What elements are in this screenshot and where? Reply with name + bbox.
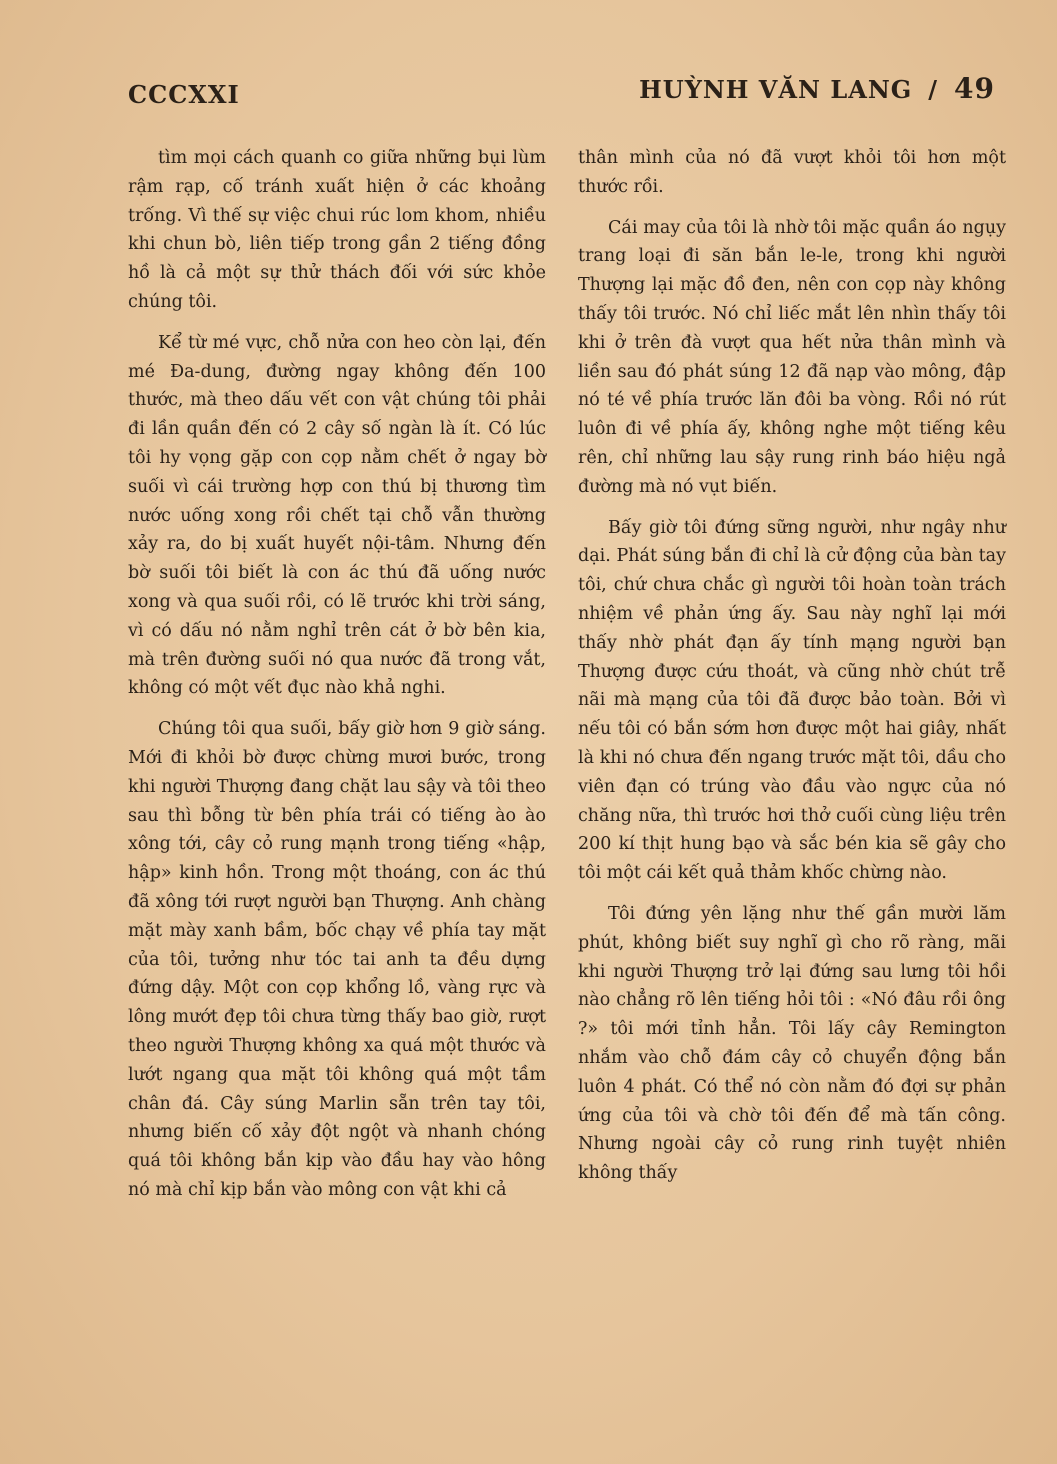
paragraph: Kể từ mé vực, chỗ nửa con heo còn lại, đến mé Đa-dung, đường ngay không đến 100 thước, mà theo dấu vết con vật chúng tôi phải đi lần quần đến có 2 cây số ngàn là ít. Có lúc tôi hy vọng gặp con cọp nằm chết ở ngay bờ suối vì cái trường hợp con thú bị thương tìm nước uống xong rồi chết tại chỗ vẫn thường xảy ra, do bị xuất huyết nội-tâm. Nhưng đến bờ suối tôi biết là con ác thú đã uống nước xong và qua suối rồi, có lẽ trước khi trời sáng, vì có dấu nó nằm nghỉ trên cát ở bờ bên kia, mà trên đường suối nó qua nước đã trong vắt, không có một vết đục nào khả nghi. <box>128 332 546 699</box>
paragraph: Tôi đứng yên lặng như thế gần mười lăm phút, không biết suy nghĩ gì cho rõ ràng, mãi khi người Thượng trở lại đứng sau lưng tôi hồi nào chẳng rõ lên tiếng hỏi tôi : «Nó đâu rồi ông ?» tôi mới tỉnh hẳn. Tôi lấy cây Remington nhắm vào chỗ đám cây cỏ chuyển động bắn luôn 4 phát. Có thể nó còn nằm đó đợi sự phản ứng của tôi và chờ tôi đến để mà tấn công. Nhưng ngoài cây cỏ rung rinh tuyệt nhiên không thấy <box>578 903 1006 1184</box>
header-separator: / <box>928 75 939 104</box>
paragraph: Cái may của tôi là nhờ tôi mặc quần áo ngụy trang loại đi săn bắn le-le, trong khi người Thượng lại mặc đồ đen, nên con cọp này không thấy tôi trước. Nó chỉ liếc mắt lên nhìn thấy tôi khi ở trên đà vượt qua hết nửa thân mình và liền sau đó phát súng 12 đã nạp vào mông, đập nó té về phía trước lăn đôi ba vòng. Rồi nó rút luôn đi về phía ấy, không nghe một tiếng kêu rên, chỉ những lau sậy rung rinh báo hiệu ngả đường mà nó vụt biến. <box>578 217 1006 497</box>
paragraph: thân mình của nó đã vượt khỏi tôi hơn một thước rồi. <box>578 148 1006 197</box>
paragraph: Bấy giờ tôi đứng sững người, như ngây như dại. Phát súng bắn đi chỉ là cử động của bàn tay tôi, chứ chưa chắc gì người tôi hoàn toàn trách nhiệm về phản ứng ấy. Sau này nghĩ lại mới thấy nhờ phát đạn ấy tính mạng người bạn Thượng được cứu thoát, và cũng nhờ chút trễ nãi mà mạng của tôi đã được bảo toàn. Bởi vì nếu tôi có bắn sớm hơn được một hai giây, nhất là khi nó chưa đến ngang trước mặt tôi, dầu cho viên đạn có trúng vào đầu vào ngực của nó chăng nữa, thì trước hơi thở cuối cùng liệu trên 200 kí thịt hung bạo và sắc bén kia sẽ gây cho tôi một cái kết quả thảm khốc chừng nào. <box>578 517 1006 884</box>
right-column <box>578 144 1006 1200</box>
left-column <box>128 144 546 1217</box>
running-header <box>639 72 995 105</box>
page-number: 49 <box>954 72 995 105</box>
author-name: HUỲNH VĂN LANG <box>639 75 913 104</box>
paragraph: Chúng tôi qua suối, bấy giờ hơn 9 giờ sáng. Mới đi khỏi bờ được chừng mươi bước, trong khi người Thượng đang chặt lau sậy và tôi theo sau thì bỗng từ bên phía trái có tiếng ào ào xông tới, cây cỏ rung mạnh trong tiếng «hập, hập» kinh hồn. Trong một thoáng, con ác thú đã xông tới rượt người bạn Thượng. Anh chàng mặt mày xanh bầm, bốc chạy về phía tay mặt của tôi, tưởng như tóc tai anh ta đều dựng đứng dậy. Một con cọp khổng lồ, vàng rực và lông mướt đẹp tôi chưa từng thấy bao giờ, rượt theo người Thượng không xa quá một thước và lướt ngang qua mặt tôi không quá một tầm chân đá. Cây súng Marlin sẵn trên tay tôi, nhưng biến cố xảy đột ngột và nhanh chóng quá tôi không bắn kịp vào đầu hay vào hông nó mà chỉ kịp bắn vào mông con vật khi cả <box>128 719 546 1200</box>
paragraph: tìm mọi cách quanh co giữa những bụi lùm rậm rạp, cố tránh xuất hiện ở các khoảng trống. Vì thế sự việc chui rúc lom khom, nhiều khi chun bò, liên tiếp trong gần 2 tiếng đồng hồ là cả một sự thử thách đối với sức khỏe chúng tôi. <box>128 148 546 312</box>
chapter-number: CCCXXI <box>128 80 240 109</box>
